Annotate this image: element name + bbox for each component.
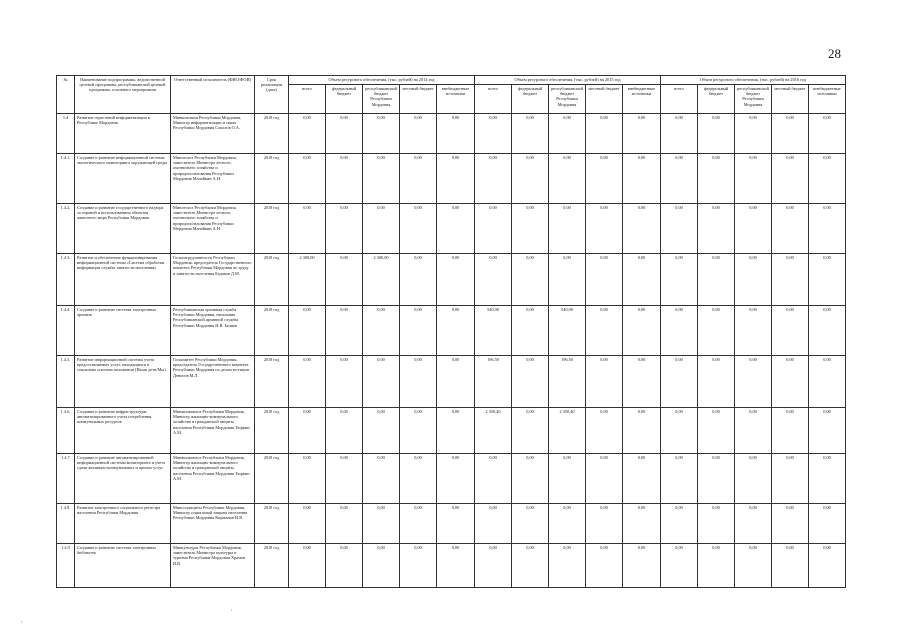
row-code: 1.4.5. — [57, 356, 75, 408]
row-name: Создание и развитие информационной системы экологического мониторинга окружающей среды — [75, 154, 171, 204]
row-value-cell: 0,00 — [326, 114, 363, 154]
row-value-cell: 0,00 — [623, 204, 661, 254]
row-value-cell: 0,00 — [363, 154, 400, 204]
table-row — [57, 204, 846, 254]
row-value-cell: 0,00 — [326, 306, 363, 356]
row-value-cell: 2 300,00 — [363, 254, 400, 306]
row-value-cell: 0,00 — [586, 254, 623, 306]
row-value-cell: 0,00 — [400, 114, 437, 154]
row-executor: Минсоцзащиты Республики Мордовия, Министр социальной защиты населения Республики Мордовия Киржанов И.В. — [171, 504, 255, 544]
row-value-cell: 0,00 — [809, 114, 846, 154]
header-group-2016: Объем ресурсного обеспечения, (тыс. рублей) на 2016 год — [661, 76, 846, 85]
subheader-extrabudget: внебюджетные источники — [809, 85, 846, 114]
row-executor: Минкультуры Республики Мордовия, заместитель Министра культуры и туризма Республики Мордовия Храмов И.В. — [171, 544, 255, 588]
subheader-republic: республиканский бюджет Республики Мордовия — [549, 85, 586, 114]
row-value-cell: 0,00 — [661, 544, 698, 588]
row-value-cell: 0,00 — [586, 306, 623, 356]
subheader-republic: республиканский бюджет Республики Мордовия — [735, 85, 772, 114]
subheader-total: всего — [475, 85, 512, 114]
page-number: 28 — [828, 46, 841, 61]
subheader-local: местный бюджет — [772, 85, 809, 114]
row-value-cell: 0,00 — [363, 504, 400, 544]
row-value-cell: 0,00 — [289, 356, 326, 408]
table-row — [57, 454, 846, 504]
row-value-cell: 2 350,40 — [475, 408, 512, 454]
scan-mark: · — [230, 606, 233, 615]
row-value-cell: 0,00 — [437, 544, 475, 588]
row-value-cell: 0,00 — [772, 544, 809, 588]
row-value-cell: 0,00 — [772, 254, 809, 306]
row-value-cell: 0,00 — [512, 544, 549, 588]
row-value-cell: 0,00 — [400, 544, 437, 588]
row-value-cell: 0,00 — [512, 504, 549, 544]
row-value-cell: 0,00 — [400, 504, 437, 544]
row-value-cell: 0,00 — [661, 204, 698, 254]
row-code: 1.4 — [57, 114, 75, 154]
row-value-cell: 0,00 — [326, 204, 363, 254]
row-value-cell: 2 350,40 — [549, 408, 586, 454]
subheader-local: местный бюджет — [400, 85, 437, 114]
row-value-cell: 0,00 — [400, 306, 437, 356]
row-value-cell: 0,00 — [623, 408, 661, 454]
row-value-cell: 0,00 — [437, 356, 475, 408]
row-value-cell: 0,00 — [289, 408, 326, 454]
row-value-cell: 0,00 — [475, 204, 512, 254]
row-value-cell: 0,00 — [735, 306, 772, 356]
resource-table — [56, 75, 846, 588]
row-value-cell: 0,00 — [698, 504, 735, 544]
row-value-cell: 0,00 — [475, 454, 512, 504]
row-value-cell: 0,00 — [326, 356, 363, 408]
header-group-2015: Объем ресурсного обеспечения, (тыс. рублей) на 2015 год — [475, 76, 661, 85]
row-term: 2018 год — [255, 504, 289, 544]
row-value-cell: 0,00 — [623, 356, 661, 408]
row-value-cell: 2 300,00 — [289, 254, 326, 306]
row-value-cell: 0,00 — [549, 544, 586, 588]
row-value-cell: 0,00 — [661, 254, 698, 306]
row-term: 2018 год — [255, 254, 289, 306]
row-value-cell: 0,00 — [735, 114, 772, 154]
row-value-cell: 0,00 — [698, 254, 735, 306]
row-value-cell: 0,00 — [809, 254, 846, 306]
header-name: Наименование подпрограммы, ведомственной целевой программы, республиканской целевой программы, основного мероприятия — [75, 76, 171, 114]
row-value-cell: 0,00 — [623, 154, 661, 204]
row-value-cell: 0,00 — [475, 504, 512, 544]
subheader-federal: федеральный бюджет — [698, 85, 735, 114]
row-value-cell: 0,00 — [661, 306, 698, 356]
row-value-cell: 0,00 — [437, 408, 475, 454]
header-term: Срок реализации (дата) — [255, 76, 289, 114]
row-value-cell: 0,00 — [326, 454, 363, 504]
row-value-cell: 0,00 — [735, 504, 772, 544]
row-value-cell: 0,00 — [698, 114, 735, 154]
row-value-cell: 0,00 — [289, 154, 326, 204]
row-value-cell: 0,00 — [475, 544, 512, 588]
row-name: Создание и развитие системы электронных архивов — [75, 306, 171, 356]
row-name: Создание и развитие государственного надзора за охраной и использованием объектов животного мира Республики Мордовия — [75, 204, 171, 254]
row-name: Развитие электронного социального регистра населения Республики Мордовия — [75, 504, 171, 544]
row-value-cell: 0,00 — [363, 454, 400, 504]
row-value-cell: 540,00 — [549, 306, 586, 356]
row-executor: Госкомтрудзанятости Республики Мордовия, председатель Государственного комитета Республики Мордовия по труду и занятости населения Бодаков Д.М. — [171, 254, 255, 306]
row-value-cell: 0,00 — [326, 154, 363, 204]
row-value-cell: 0,00 — [735, 408, 772, 454]
row-value-cell: 0,00 — [400, 356, 437, 408]
row-value-cell: 0,00 — [437, 504, 475, 544]
header-number: № — [57, 76, 75, 114]
row-value-cell: 0,00 — [512, 254, 549, 306]
row-value-cell: 0,00 — [363, 356, 400, 408]
row-value-cell: 0,00 — [623, 306, 661, 356]
table-row — [57, 306, 846, 356]
row-value-cell: 0,00 — [437, 154, 475, 204]
resource-table-sheet — [56, 75, 846, 588]
row-value-cell: 0,00 — [326, 254, 363, 306]
row-value-cell: 0,00 — [326, 504, 363, 544]
table-body — [57, 114, 846, 588]
row-value-cell: 0,00 — [772, 154, 809, 204]
header-group-2014: Объем ресурсного обеспечения, (тыс. рублей) на 2014 год — [289, 76, 475, 85]
row-value-cell: 0,00 — [735, 356, 772, 408]
row-value-cell: 0,00 — [512, 454, 549, 504]
row-value-cell: 0,00 — [698, 306, 735, 356]
table-row — [57, 356, 846, 408]
row-value-cell: 0,00 — [809, 154, 846, 204]
row-value-cell: 0,00 — [772, 408, 809, 454]
row-value-cell: 0,00 — [809, 408, 846, 454]
row-code: 1.4.1. — [57, 154, 75, 204]
row-value-cell: 0,00 — [809, 356, 846, 408]
row-value-cell: 0,00 — [586, 454, 623, 504]
row-value-cell: 0,00 — [772, 356, 809, 408]
row-value-cell: 0,00 — [289, 204, 326, 254]
table-row — [57, 154, 846, 204]
row-value-cell: 0,00 — [586, 504, 623, 544]
row-value-cell: 0,00 — [400, 204, 437, 254]
row-value-cell: 0,00 — [437, 114, 475, 154]
table-row — [57, 254, 846, 306]
row-term: 2018 год — [255, 454, 289, 504]
row-executor: Минкомсвязи Республики Мордовия, Министр информатизации и связи Республики Мордовия Соколов О.А. — [171, 114, 255, 154]
row-value-cell: 0,00 — [549, 454, 586, 504]
row-value-cell: 0,00 — [475, 254, 512, 306]
subheader-federal: федеральный бюджет — [512, 85, 549, 114]
row-value-cell: 0,00 — [772, 204, 809, 254]
row-value-cell: 0,00 — [400, 408, 437, 454]
row-value-cell: 0,00 — [326, 408, 363, 454]
table-row — [57, 544, 846, 588]
row-value-cell: 0,00 — [400, 454, 437, 504]
row-value-cell: 0,00 — [661, 114, 698, 154]
row-value-cell: 0,00 — [809, 544, 846, 588]
row-value-cell: 0,00 — [661, 356, 698, 408]
row-value-cell: 0,00 — [289, 306, 326, 356]
row-value-cell: 0,00 — [549, 154, 586, 204]
row-value-cell: 0,00 — [475, 114, 512, 154]
row-value-cell: 0,00 — [512, 204, 549, 254]
row-value-cell: 0,00 — [289, 544, 326, 588]
row-name: Развитие отраслевой информатизации в Республике Мордовия — [75, 114, 171, 154]
row-value-cell: 0,00 — [698, 454, 735, 504]
row-executor: Минлесхоз Республики Мордовия, заместитель Министра лесного, охотничьего хозяйства и природопользования Республики Мордовия Манейкин А.Н. — [171, 204, 255, 254]
row-name: Создание и развитие инфраструктуры автоматизированного учета потребления коммунальных ресурсов — [75, 408, 171, 454]
subheader-republic: республиканский бюджет Республики Мордовия — [363, 85, 400, 114]
subheader-local: местный бюджет — [586, 85, 623, 114]
table-row — [57, 114, 846, 154]
row-term: 2018 год — [255, 306, 289, 356]
row-name: Создание и развитие системы электронных библиотек — [75, 544, 171, 588]
row-value-cell: 0,00 — [809, 504, 846, 544]
row-value-cell: 0,00 — [809, 454, 846, 504]
header-executor: Ответственный исполнитель (ФИО/ФОИ) — [171, 76, 255, 114]
row-value-cell: 0,00 — [363, 544, 400, 588]
row-value-cell: 0,00 — [772, 306, 809, 356]
row-value-cell: 0,00 — [437, 204, 475, 254]
row-value-cell: 0,00 — [437, 306, 475, 356]
row-value-cell: 0,00 — [661, 154, 698, 204]
row-executor: Госкомитет Республики Мордовия, председатель Государственного комитета Республики Мордовия по делам юстиции Денисов М.Л. — [171, 356, 255, 408]
row-value-cell: 0,00 — [289, 114, 326, 154]
row-value-cell: 0,00 — [400, 154, 437, 204]
subheader-extrabudget: внебюджетные источники — [437, 85, 475, 114]
row-value-cell: 0,00 — [623, 254, 661, 306]
subheader-total: всего — [661, 85, 698, 114]
row-executor: Минжилкомхоз Республики Мордовия, Министр жилищно-коммунального хозяйства и гражданской защиты населения Республики Мордовия Тюркин А.М. — [171, 454, 255, 504]
scan-mark: · — [20, 618, 23, 627]
row-value-cell: 0,00 — [586, 154, 623, 204]
subheader-federal: федеральный бюджет — [326, 85, 363, 114]
row-value-cell: 0,00 — [549, 504, 586, 544]
row-value-cell: 0,00 — [661, 408, 698, 454]
row-code: 1.4.3. — [57, 254, 75, 306]
row-value-cell: 0,00 — [661, 504, 698, 544]
row-value-cell: 196,50 — [475, 356, 512, 408]
row-value-cell: 0,00 — [772, 114, 809, 154]
row-value-cell: 0,00 — [363, 114, 400, 154]
row-code: 1.4.4. — [57, 306, 75, 356]
row-value-cell: 0,00 — [363, 306, 400, 356]
row-value-cell: 0,00 — [586, 408, 623, 454]
row-name: Создание и развитие автоматизированной информационной системы мониторинга и учета сдачи жилищно-коммунальных и прочих услуг — [75, 454, 171, 504]
row-term: 2018 год — [255, 114, 289, 154]
row-value-cell: 0,00 — [809, 306, 846, 356]
row-value-cell: 0,00 — [772, 504, 809, 544]
row-value-cell: 0,00 — [586, 114, 623, 154]
row-value-cell: 0,00 — [586, 204, 623, 254]
row-value-cell: 0,00 — [512, 114, 549, 154]
row-name: Развитие и обеспечение функционирования информационной системы «Система обработки информации службы занятости населения» — [75, 254, 171, 306]
row-term: 2018 год — [255, 204, 289, 254]
row-value-cell: 0,00 — [586, 544, 623, 588]
row-term: 2018 год — [255, 356, 289, 408]
row-value-cell: 0,00 — [735, 454, 772, 504]
subheader-total: всего — [289, 85, 326, 114]
row-value-cell: 0,00 — [512, 154, 549, 204]
row-value-cell: 0,00 — [698, 356, 735, 408]
row-value-cell: 0,00 — [698, 408, 735, 454]
row-value-cell: 0,00 — [586, 356, 623, 408]
row-term: 2018 год — [255, 154, 289, 204]
row-value-cell: 0,00 — [289, 454, 326, 504]
row-value-cell: 0,00 — [363, 408, 400, 454]
row-executor: Минжилкомхоз Республики Мордовия, Министр жилищно-коммунального хозяйства и гражданской защиты населения Республики Мордовия Тюркин А.М. — [171, 408, 255, 454]
row-name: Развитие информационной системы учета предоставляемых услуг, находящихся в социально опасном положении (Наши дети/Мы) — [75, 356, 171, 408]
row-value-cell: 0,00 — [400, 254, 437, 306]
row-value-cell: 0,00 — [512, 306, 549, 356]
row-value-cell: 0,00 — [549, 114, 586, 154]
row-value-cell: 0,00 — [698, 204, 735, 254]
row-value-cell: 0,00 — [437, 454, 475, 504]
row-executor: Республиканская архивная служба Республики Мордовия, начальник Республиканской архивной службы Республики Мордовия Н.В. Беляев — [171, 306, 255, 356]
row-code: 1.4.9 — [57, 544, 75, 588]
row-value-cell: 0,00 — [809, 204, 846, 254]
row-value-cell: 0,00 — [735, 154, 772, 204]
row-value-cell: 540,00 — [475, 306, 512, 356]
table-row — [57, 408, 846, 454]
subheader-extrabudget: внебюджетные источники — [623, 85, 661, 114]
row-value-cell: 0,00 — [735, 544, 772, 588]
table-row — [57, 504, 846, 544]
row-value-cell: 0,00 — [326, 544, 363, 588]
row-code: 1.4.8. — [57, 504, 75, 544]
row-value-cell: 0,00 — [735, 254, 772, 306]
row-value-cell: 0,00 — [437, 254, 475, 306]
row-value-cell: 0,00 — [512, 356, 549, 408]
row-value-cell: 0,00 — [623, 454, 661, 504]
row-code: 1.4.6. — [57, 408, 75, 454]
row-value-cell: 0,00 — [549, 254, 586, 306]
row-value-cell: 0,00 — [698, 154, 735, 204]
row-term: 2018 год — [255, 544, 289, 588]
row-value-cell: 0,00 — [623, 544, 661, 588]
row-value-cell: 196,50 — [549, 356, 586, 408]
row-executor: Минлесхоз Республики Мордовия, заместитель Министра лесного, охотничьего хозяйства и природопользования Республики Мордовия Манейкин А.Н. — [171, 154, 255, 204]
row-term: 2018 год — [255, 408, 289, 454]
row-value-cell: 0,00 — [289, 504, 326, 544]
row-code: 1.4.2. — [57, 204, 75, 254]
row-value-cell: 0,00 — [661, 454, 698, 504]
row-value-cell: 0,00 — [623, 504, 661, 544]
row-value-cell: 0,00 — [698, 544, 735, 588]
row-value-cell: 0,00 — [475, 154, 512, 204]
row-value-cell: 0,00 — [623, 114, 661, 154]
row-code: 1.4.7 — [57, 454, 75, 504]
row-value-cell: 0,00 — [772, 454, 809, 504]
row-value-cell: 0,00 — [549, 204, 586, 254]
row-value-cell: 0,00 — [363, 204, 400, 254]
row-value-cell: 0,00 — [735, 204, 772, 254]
row-value-cell: 0,00 — [512, 408, 549, 454]
